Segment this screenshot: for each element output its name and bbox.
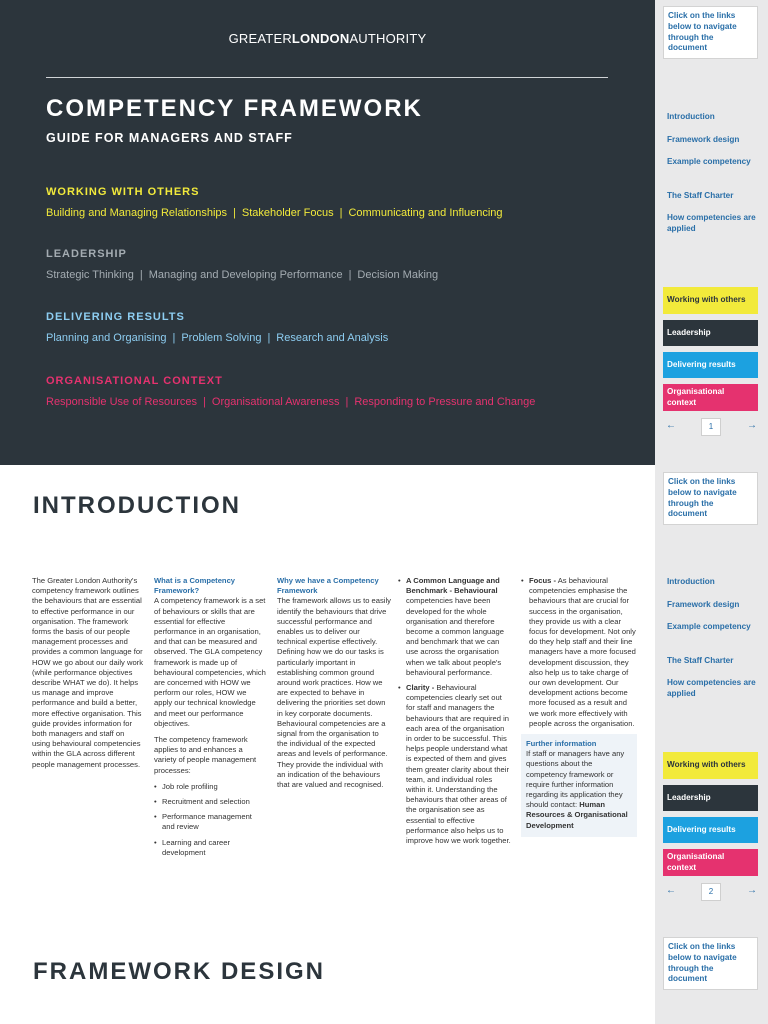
cover-banner: [0, 0, 655, 465]
nav-delivering-results[interactable]: Delivering results: [663, 817, 758, 843]
nav-leadership[interactable]: Leadership: [663, 785, 758, 811]
pager: [663, 883, 758, 903]
intro-paragraph: The Greater London Authority's competency framework outlines the behaviours that are essential to effective performance in our organisation. The framework forms the basis of our people management processes and provides a common language for HOW we go about our daily work (while performance objectives describe WHAT we do). It helps us manage and improve performance and build a better, more effective organisation. This guide provides information for both managers and staff on using behavioural competencies within the GLA across different people management processes.: [32, 576, 143, 769]
nav-working-with-others[interactable]: Working with others: [663, 287, 758, 314]
nav-link-how-applied[interactable]: How competencies are applied: [667, 213, 756, 233]
arrow-left-icon[interactable]: ←: [666, 420, 676, 431]
pager: [663, 418, 758, 438]
page-subtitle: GUIDE FOR MANAGERS AND STAFF: [46, 131, 293, 145]
group-delivering-results: DELIVERING RESULTS Planning and Organising | Problem Solving | Research and Analysis: [46, 311, 389, 344]
competency-link[interactable]: Strategic Thinking: [46, 269, 134, 281]
list-item: • A Common Language and Benchmark - Behavioural competencies have been developed for the whole organisation and therefore become a common language and benchmark that we can use across the organisation when we talk about people's behavioural performance.: [398, 576, 511, 678]
paragraph: A competency framework is a set of behaviours or skills that are essential for effective performance in an organisation, and that can be measured and observed. The GLA competency framework is made up of behavioural competencies, which are concerned with HOW we perform our roles, HOW we apply our technical knowledge and meet our performance objectives.: [154, 596, 266, 728]
nav-link-introduction[interactable]: Introduction: [667, 577, 715, 586]
process-list: [154, 782, 266, 858]
competency-link[interactable]: Responsible Use of Resources: [46, 396, 198, 408]
intro-column-5: [521, 576, 637, 837]
competency-link[interactable]: Decision Making: [357, 269, 439, 281]
intro-column-1: [32, 576, 144, 776]
section-heading-introduction: INTRODUCTION: [33, 492, 241, 519]
nav-leadership[interactable]: Leadership: [663, 320, 758, 346]
group-organisational-context: ORGANISATIONAL CONTEXT Responsible Use of Resources | Organisational Awareness | Responding to Pressure and Change: [46, 375, 536, 408]
nav-link-framework-design[interactable]: Framework design: [667, 600, 740, 609]
nav-link-example-competency[interactable]: Example competency: [667, 157, 751, 166]
intro-column-2: [154, 576, 266, 863]
nav-prompt-box: Click on the links below to navigate through the document: [663, 472, 758, 525]
list-item: • Clarity - Behavioural competencies clearly set out for staff and managers the behaviours that are required in each area of the organisation in order to be successful. This helps people understand what is expected of them and gives them greater clarity about their team, and individual roles within it. Understanding the behaviours that other areas of the organisation see as essential to effective performance also helps us to improve how we work together.: [398, 683, 511, 846]
competency-link[interactable]: Managing and Developing Performance: [148, 269, 343, 281]
nav-organisational-context[interactable]: Organisational context: [663, 384, 758, 411]
group-heading: DELIVERING RESULTS: [46, 311, 185, 323]
subheading: Why we have a Competency Framework: [277, 576, 379, 596]
competency-link[interactable]: Stakeholder Focus: [241, 207, 334, 219]
arrow-left-icon[interactable]: ←: [666, 885, 676, 896]
group-leadership: LEADERSHIP Strategic Thinking | Managing and Developing Performance | Decision Making: [46, 248, 439, 281]
group-heading: WORKING WITH OTHERS: [46, 186, 200, 198]
list-item: • Learning and career development: [154, 838, 266, 858]
intro-column-4: [398, 576, 511, 851]
nav-link-introduction[interactable]: Introduction: [667, 112, 715, 121]
page-number: 1: [701, 418, 721, 436]
intro-column-3: [277, 576, 391, 796]
paragraph: If staff or managers have any questions about the competency framework or require further information regarding its application they should contact: Human Resources & Organisational Development: [526, 749, 628, 830]
group-heading: LEADERSHIP: [46, 248, 127, 260]
subheading: What is a Competency Framework?: [154, 576, 236, 596]
arrow-right-icon[interactable]: →: [747, 420, 757, 431]
further-information-box: [521, 734, 637, 837]
gla-logo: GREATERLONDONAUTHORITY: [228, 31, 427, 46]
nav-delivering-results[interactable]: Delivering results: [663, 352, 758, 378]
nav-link-staff-charter[interactable]: The Staff Charter: [667, 191, 734, 200]
competency-link[interactable]: Problem Solving: [181, 332, 262, 344]
nav-working-with-others[interactable]: Working with others: [663, 752, 758, 779]
arrow-right-icon[interactable]: →: [747, 885, 757, 896]
nav-prompt-box: Click on the links below to navigate through the document: [663, 937, 758, 990]
page-number: 2: [701, 883, 721, 901]
section-heading-framework-design: FRAMEWORK DESIGN: [33, 958, 325, 985]
list-item: • Performance management and review: [154, 812, 266, 832]
group-heading: ORGANISATIONAL CONTEXT: [46, 375, 223, 387]
competency-link[interactable]: Building and Managing Relationships: [46, 207, 228, 219]
nav-link-staff-charter[interactable]: The Staff Charter: [667, 656, 734, 665]
competency-link[interactable]: Communicating and Influencing: [348, 207, 503, 219]
nav-link-example-competency[interactable]: Example competency: [667, 622, 751, 631]
competency-link[interactable]: Organisational Awareness: [211, 396, 340, 408]
nav-link-how-applied[interactable]: How competencies are applied: [667, 678, 756, 698]
paragraph: The framework allows us to easily identify the behaviours that drive successful performance and enables us to deliver our technical expertise effectively. Defining how we do our tasks is particularly important in establishing common ground around work practices. How we are expected to behave in delivering the priorities set down in key corporate documents. Behavioural competencies are a signal from the organisation to the individual of the expected areas and levels of performance. They provide the individual with an indication of the behaviours that are valued and recognised.: [277, 596, 391, 790]
list-item: • Job role profiling: [154, 782, 266, 792]
nav-link-framework-design[interactable]: Framework design: [667, 135, 740, 144]
page-title: COMPETENCY FRAMEWORK: [46, 95, 423, 122]
divider: [46, 77, 608, 78]
subheading: Further information: [526, 739, 597, 749]
nav-prompt-box: Click on the links below to navigate through the document: [663, 6, 758, 59]
competency-link[interactable]: Research and Analysis: [276, 332, 389, 344]
nav-organisational-context[interactable]: Organisational context: [663, 849, 758, 876]
competency-link[interactable]: Planning and Organising: [46, 332, 167, 344]
list-item: • Focus - As behavioural competencies emphasise the behaviours that are crucial for success in the organisation, they provide us with a clear focus for development. Not only do they help staff and their line managers have a more focused development discussion, they also help us to take charge of our own development. Our development actions become more focused as a result and we work more effectively with people across the organisation.: [521, 576, 637, 729]
competency-link[interactable]: Responding to Pressure and Change: [354, 396, 536, 408]
group-working-with-others: WORKING WITH OTHERS Building and Managing Relationships | Stakeholder Focus | Communicating and Influencing: [46, 186, 503, 219]
list-item: • Recruitment and selection: [154, 797, 266, 807]
paragraph: The competency framework applies to and enhances a variety of people management processes:: [154, 735, 257, 775]
